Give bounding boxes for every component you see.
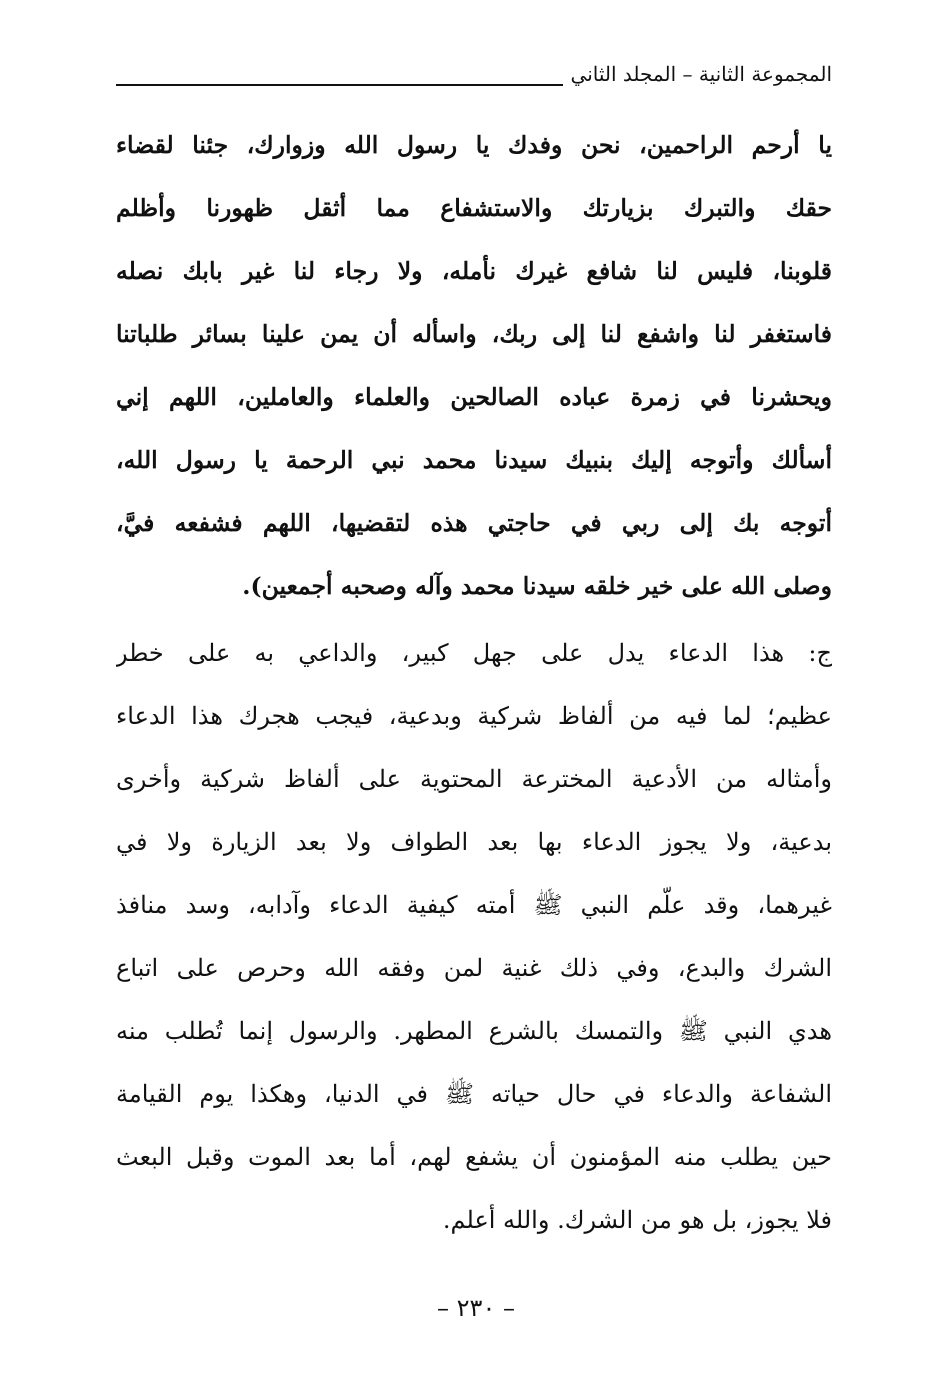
text-line: وصلى الله على خير خلقه سيدنا محمد وآله وصحبه أجمعين). [242,572,832,600]
text-line: فلا يجوز، بل هو من الشرك. والله أعلم. [442,1206,832,1234]
text-line: ج: هذا الدعاء يدل على جهل كبير، والداعي به على خطر [116,639,832,667]
header-rule [116,84,563,86]
text-line: وأمثاله من الأدعية المخترعة المحتوية على ألفاظ شركية وأخرى [116,765,832,793]
text-line: ويحشرنا في زمرة عباده الصالحين والعلماء والعاملين، اللهم إني [116,383,832,411]
prayer-paragraph [116,114,832,618]
answer-paragraph [116,622,832,1252]
running-header [116,54,832,94]
text-line: حقك والتبرك بزيارتك والاستشفاع مما أثقل ظهورنا وأظلم [116,194,832,222]
text-line: الشفاعة والدعاء في حال حياته ﷺ في الدنيا، وهكذا يوم القيامة [116,1080,832,1108]
text-line: أسألك وأتوجه إليك بنبيك سيدنا محمد نبي الرحمة يا رسول الله، [116,446,832,474]
text-line: عظيم؛ لما فيه من ألفاظ شركية وبدعية، فيجب هجرك هذا الدعاء [116,702,832,730]
text-line: غيرهما، وقد علّم النبي ﷺ أمته كيفية الدعاء وآدابه، وسد منافذ [116,891,832,919]
text-line: أتوجه بك إلى ربي في حاجتي هذه لتقضيها، اللهم فشفعه فيَّ، [116,509,832,537]
text-line: قلوبنا، فليس لنا شافع غيرك نأمله، ولا رجاء لنا غير بابك نصله [116,257,832,285]
text-line: فاستغفر لنا واشفع لنا إلى ربك، واسأله أن يمن علينا بسائر طلباتنا [116,320,832,348]
text-line: بدعية، ولا يجوز الدعاء بها بعد الطواف ولا بعد الزيارة ولا في [116,828,832,856]
text-line: يا أرحم الراحمين، نحن وفدك يا رسول الله وزوارك، جئنا لقضاء [116,131,832,159]
page-number: – ٢٣٠ – [437,1294,515,1322]
text-line: الشرك والبدع، وفي ذلك غنية لمن وفقه الله وحرص على اتباع [116,954,832,982]
body-text [116,114,832,1252]
header-title: المجموعة الثانية – المجلد الثاني [570,62,832,86]
text-line: هدي النبي ﷺ والتمسك بالشرع المطهر. والرسول إنما تُطلب منه [116,1017,832,1045]
text-line: حين يطلب منه المؤمنون أن يشفع لهم، أما بعد الموت وقبل البعث [116,1143,832,1171]
